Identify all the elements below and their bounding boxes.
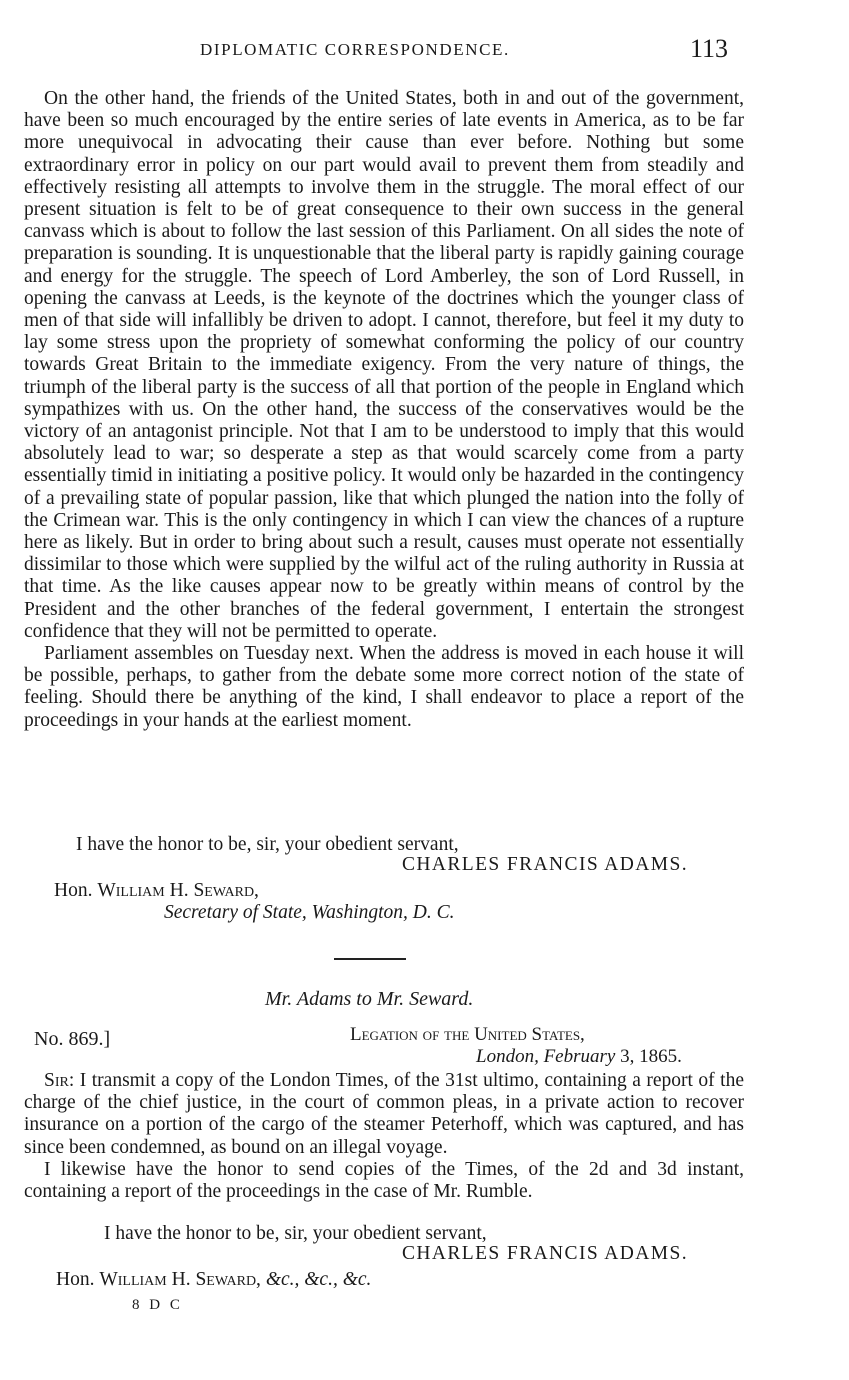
letter2-signature: CHARLES FRANCIS ADAMS. xyxy=(402,1243,688,1264)
letter1-signature: CHARLES FRANCIS ADAMS. xyxy=(402,854,688,875)
running-head xyxy=(0,34,849,68)
letter1-addressee-title: Secretary of State, Washington, D. C. xyxy=(164,902,455,923)
letter1-addressee xyxy=(54,880,259,902)
date-day: 3, 1865. xyxy=(620,1046,682,1067)
page-number: 113 xyxy=(690,34,729,63)
letter1-closing: I have the honor to be, sir, your obedient servant, xyxy=(76,834,459,855)
letter2-heading: Mr. Adams to Mr. Seward. xyxy=(265,988,474,1010)
letter1-paragraph: On the other hand, the friends of the United States, both in and out of the government, have been so much encouraged by the entire series of late events in America, as to be far more unequivocal in advocating their cause than ever before. Nothing but some extraordinary error in policy on our part would avail to prevent them from steadily and effectively resisting all attempts to involve them in the struggle. The moral effect of our present situation is felt to be of great consequence to their own success in the general canvass which is about to follow the last session of this Parliament. On all sides the note of preparation is sounding. It is unquestionable that the liberal party is rapidly gaining courage and energy for the struggle. The speech of Lord Amberley, the son of Lord Russell, in opening the canvass at Leeds, is the keynote of the doctrines which the younger class of men of that side will infallibly be driven to adopt. I cannot, therefore, but feel it my duty to lay some stress upon the propriety of somewhat conforming the policy of our country towards Great Britain to the immediate exigency. From the very nature of things, the triumph of the liberal party is the success of all that portion of the people in England which sympathizes with us. On the other hand, the success of the conservatives would be the victory of an antagonist principle. Not that I am to be understood to imply that this would absolutely lead to war; so desperate a step as that would scarcely come from a party essentially timid in initiating a positive policy. It would only be hazarded in the contingency of a prevailing state of popular passion, like that which plunged the nation into the folly of the Crimean war. This is the only contingency in which I can view the chances of a rupture here as likely. But in order to bring about such a result, causes must operate not essentially dissimilar to those which were supplied by the wilful act of the ruling authority in Russia at that time. As the like causes appear now to be greatly within means of control by the President and the other branches of the federal government, I entertain the strongest confidence that they will not be permitted to operate. xyxy=(24,88,744,642)
addressee-prefix: Hon. xyxy=(56,1269,95,1290)
addressee-name: William H. Seward, xyxy=(99,1269,261,1290)
letter2-paragraph xyxy=(24,1070,744,1159)
signature-mark: 8 D C xyxy=(132,1297,183,1313)
letter2-paragraph-text: I transmit a copy of the London Times, of the 31st ultimo, containing a report of the charge of the chief justice, in the court of common pleas, in a private action to recover insurance on a portion of the cargo of the steamer Peterhoff, which was captured, and has since been condemned, as bound on an illegal voyage. xyxy=(24,1070,744,1158)
running-title: DIPLOMATIC CORRESPONDENCE. xyxy=(200,40,510,59)
letter2-paragraph: I likewise have the honor to send copies of the Times, of the 2d and 3d instant, containing a report of the proceedings in the case of Mr. Rumble. xyxy=(24,1158,744,1203)
letter1-body xyxy=(24,88,744,732)
letter1-paragraph: Parliament assembles on Tuesday next. When the address is moved in each house it will be possible, perhaps, to gather from the debate some more correct notion of the state of feeling. Should there be anything of the kind, I shall endeavor to place a report of the proceedings in your hands at the earliest moment. xyxy=(24,643,744,731)
letter2-addressee xyxy=(56,1269,371,1291)
addressee-prefix: Hon. xyxy=(54,880,93,901)
section-divider xyxy=(334,958,406,960)
letter2-legation: Legation of the United States, xyxy=(350,1024,585,1045)
addressee-suffix: &c., &c., &c. xyxy=(265,1269,372,1290)
letter2-body xyxy=(24,1070,744,1203)
letter2-closing: I have the honor to be, sir, your obedient servant, xyxy=(104,1223,487,1244)
letter2-dateline xyxy=(476,1046,682,1068)
letter2-number: No. 869.] xyxy=(34,1028,111,1050)
date-place: London, February xyxy=(476,1046,616,1067)
addressee-name: William H. Seward, xyxy=(97,880,259,901)
salutation: Sir: xyxy=(44,1070,75,1091)
